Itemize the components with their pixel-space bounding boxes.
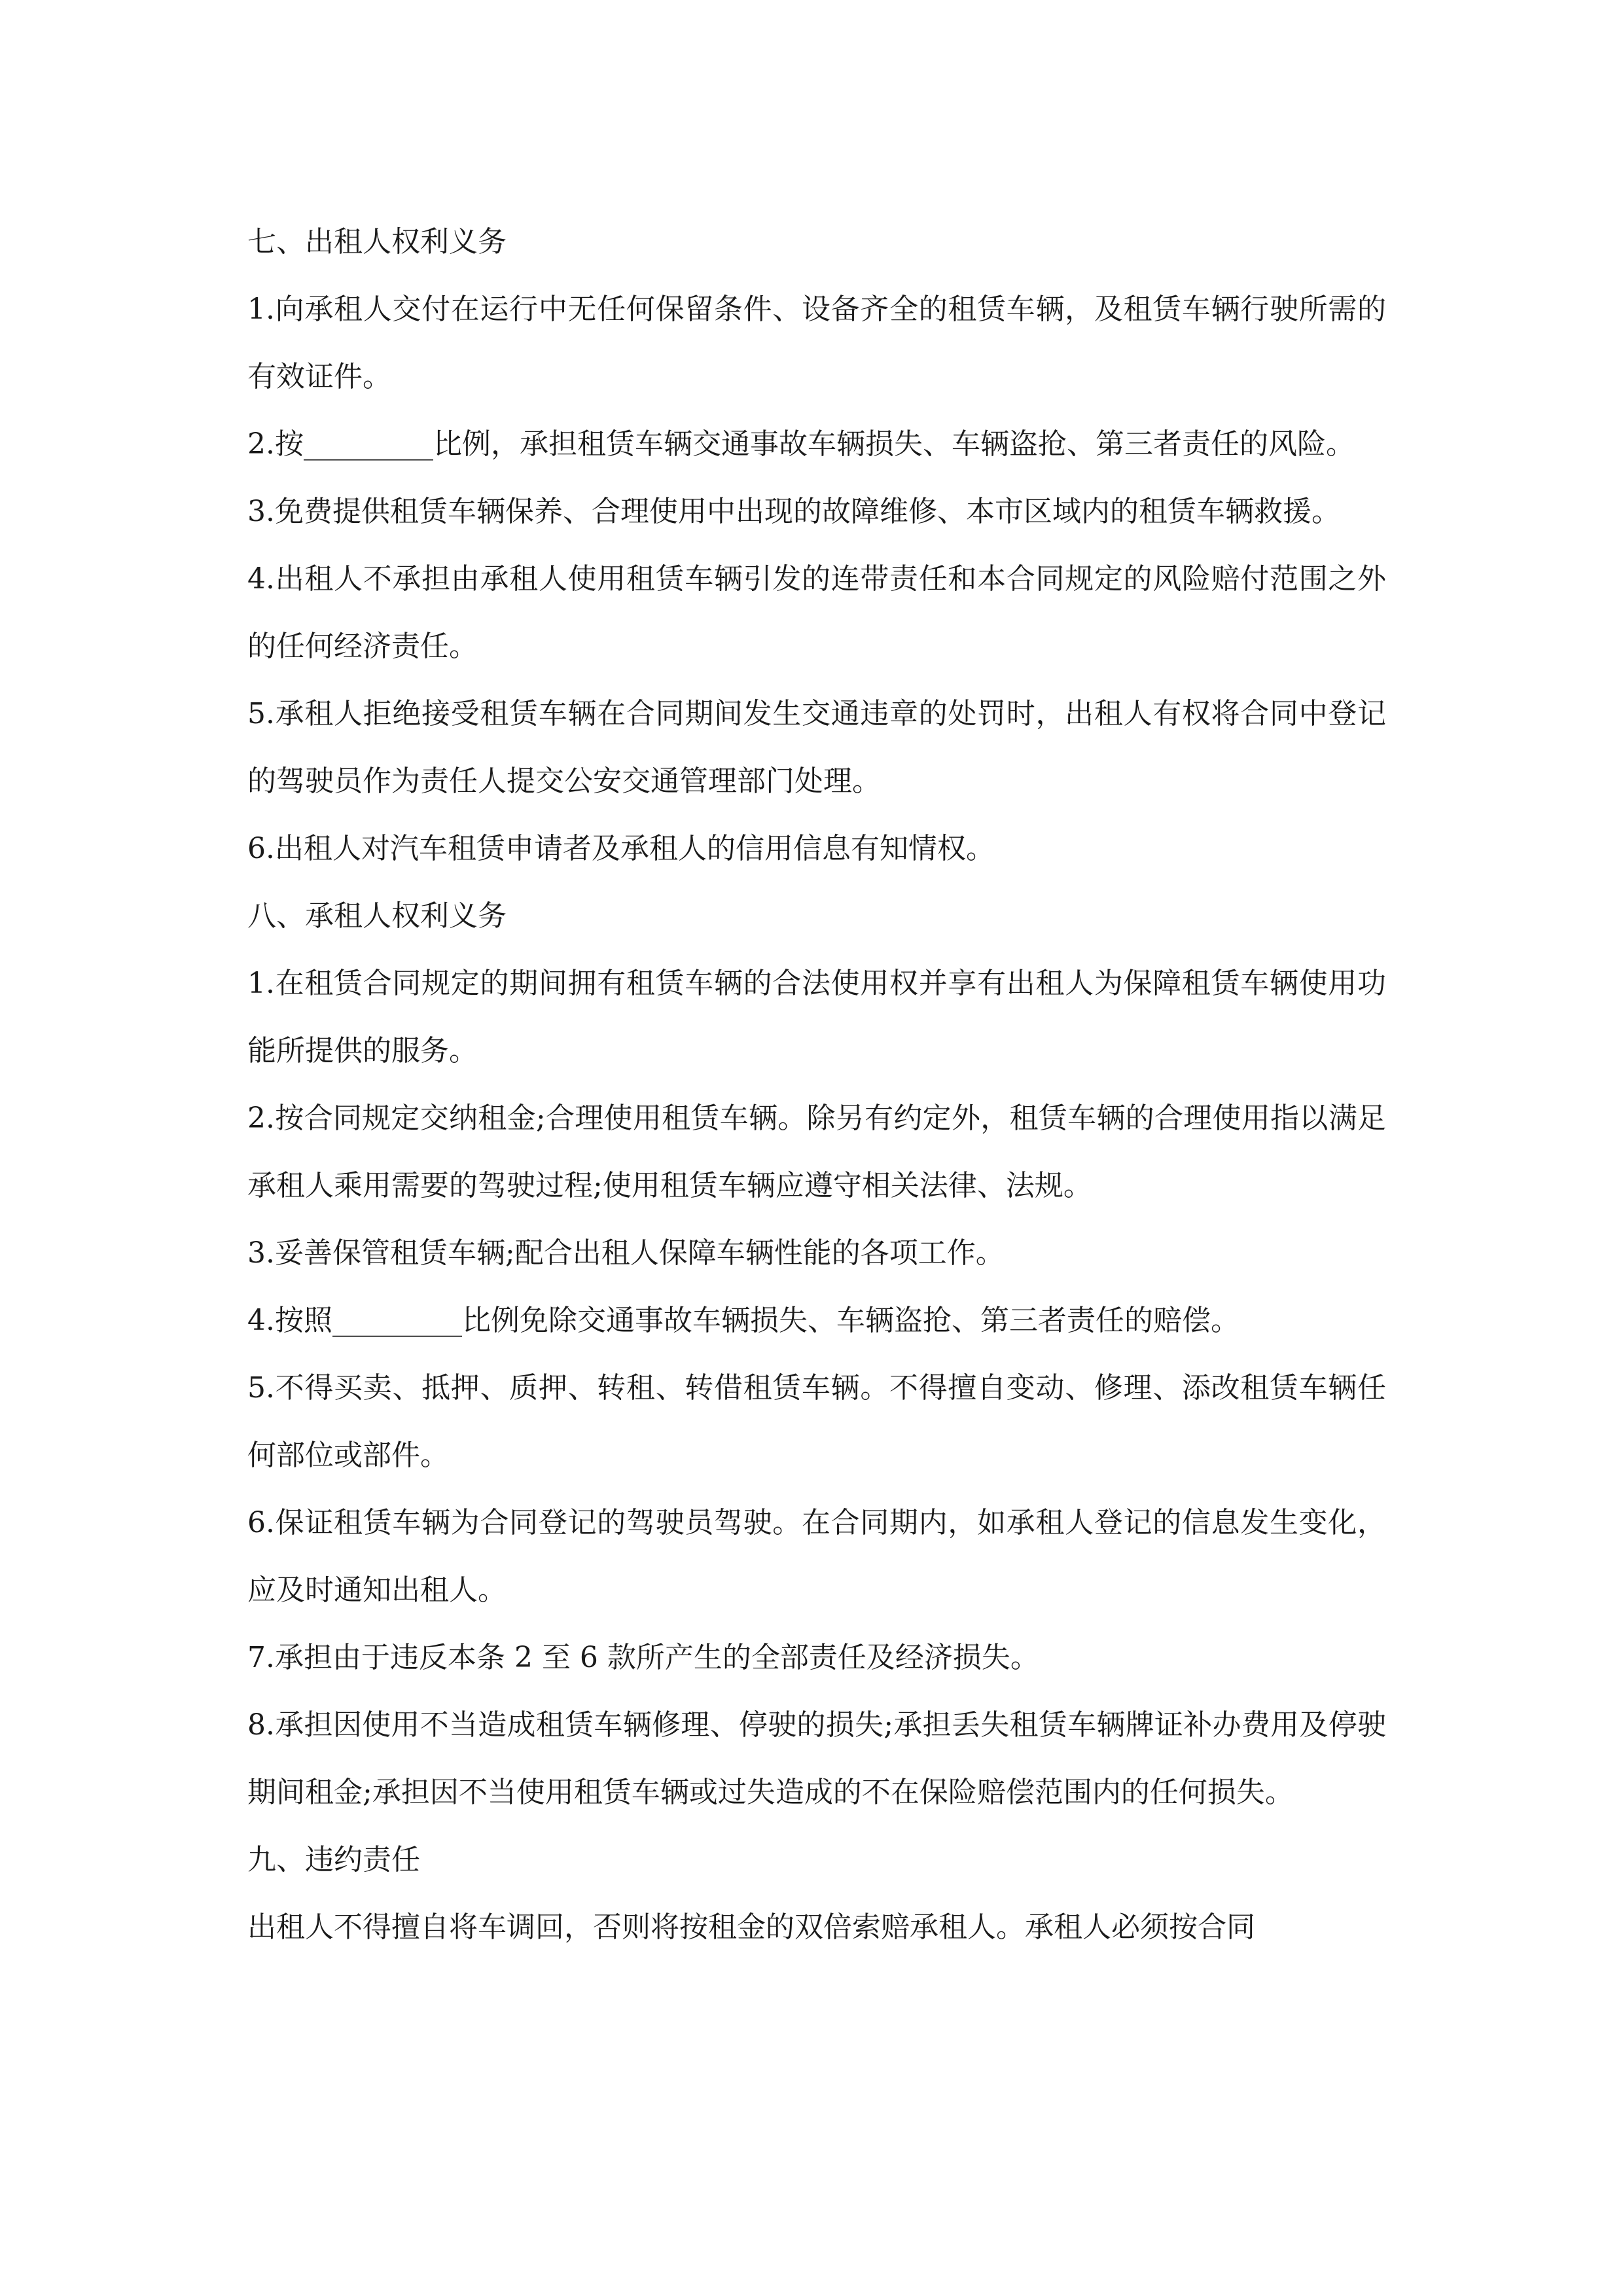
section-heading-9: 九、违约责任 bbox=[247, 1843, 420, 1876]
paragraph: 2.按合同规定交纳租金;合理使用租赁车辆。除另有约定外，租赁车辆的合理使用指以满足承租人乘用需要的驾驶过程;使用租赁车辆应遵守相关法律、法规。 bbox=[247, 1102, 1386, 1202]
paragraph: 4.按照_________比例免除交通事故车辆损失、车辆盗抢、第三者责任的赔偿。 bbox=[247, 1304, 1240, 1337]
section-heading-7: 七、出租人权利义务 bbox=[247, 225, 507, 259]
paragraph: 3.妥善保管租赁车辆;配合出租人保障车辆性能的各项工作。 bbox=[247, 1236, 1005, 1270]
section-heading-8: 八、承租人权利义务 bbox=[247, 899, 507, 933]
paragraph: 5.承租人拒绝接受租赁车辆在合同期间发生交通违章的处罚时，出租人有权将合同中登记的驾驶员作为责任人提交公安交通管理部门处理。 bbox=[247, 697, 1386, 798]
paragraph: 7.承担由于违反本条 2 至 6 款所产生的全部责任及经济损失。 bbox=[247, 1641, 1039, 1674]
paragraph: 5.不得买卖、抵押、质押、转租、转借租赁车辆。不得擅自变动、修理、添改租赁车辆任何部位或部件。 bbox=[247, 1371, 1386, 1472]
paragraph: 4.出租人不承担由承租人使用租赁车辆引发的连带责任和本合同规定的风险赔付范围之外的任何经济责任。 bbox=[247, 562, 1386, 663]
paragraph: 6.出租人对汽车租赁申请者及承租人的信用信息有知情权。 bbox=[247, 832, 995, 865]
document-body bbox=[247, 208, 1386, 1961]
paragraph: 3.免费提供租赁车辆保养、合理使用中出现的故障维修、本市区域内的租赁车辆救援。 bbox=[247, 495, 1340, 528]
paragraph: 1.向承租人交付在运行中无任何保留条件、设备齐全的租赁车辆，及租赁车辆行驶所需的有效证件。 bbox=[247, 293, 1386, 393]
paragraph: 出租人不得擅自将车调回，否则将按租金的双倍索赔承租人。承租人必须按合同 bbox=[247, 1910, 1255, 1944]
paragraph: 1.在租赁合同规定的期间拥有租赁车辆的合法使用权并享有出租人为保障租赁车辆使用功能所提供的服务。 bbox=[247, 967, 1386, 1067]
paragraph: 2.按_________比例，承担租赁车辆交通事故车辆损失、车辆盗抢、第三者责任的风险。 bbox=[247, 427, 1355, 461]
paragraph: 6.保证租赁车辆为合同登记的驾驶员驾驶。在合同期内，如承租人登记的信息发生变化，应及时通知出租人。 bbox=[247, 1506, 1386, 1607]
paragraph: 8.承担因使用不当造成租赁车辆修理、停驶的损失;承担丢失租赁车辆牌证补办费用及停驶期间租金;承担因不当使用租赁车辆或过失造成的不在保险赔偿范围内的任何损失。 bbox=[247, 1708, 1386, 1809]
